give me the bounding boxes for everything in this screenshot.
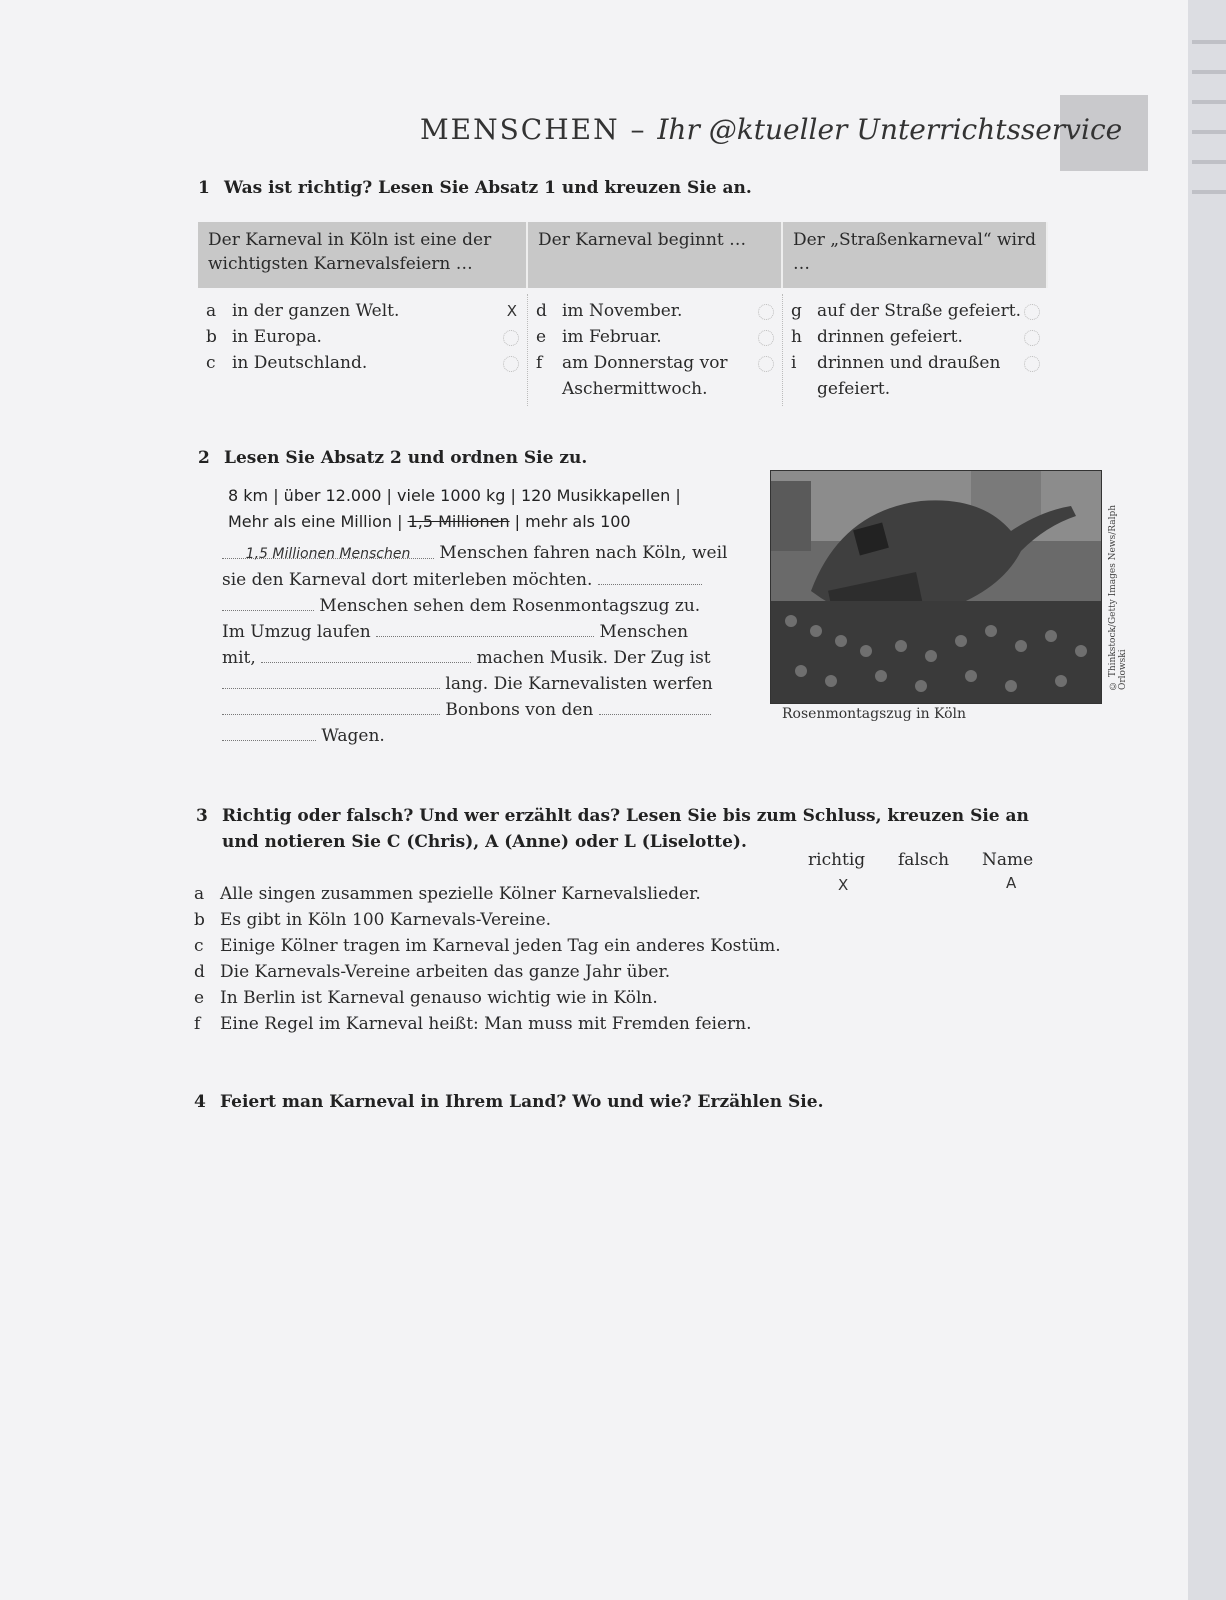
blank-field[interactable] — [222, 696, 440, 715]
option-a[interactable]: a in der ganzen Welt. X — [206, 298, 519, 324]
task1-instruction: Was ist richtig? Lesen Sie Absatz 1 und kreuzen Sie an. — [224, 178, 752, 198]
page-edge-line — [1192, 190, 1226, 194]
header-brand: MENSCHEN – — [420, 113, 658, 146]
checkbox-circle[interactable] — [503, 356, 519, 372]
word-bank-line: 8 km | über 12.000 | viele 1000 kg | 120 Musikkapellen | — [228, 486, 681, 505]
col2-header: Der Karneval beginnt … — [528, 222, 783, 288]
col3-header: Der „Straßenkarneval“ wird … — [783, 222, 1048, 288]
word-bank — [228, 483, 681, 535]
task4-number: 4 — [194, 1092, 206, 1112]
task1-table — [198, 222, 1048, 406]
checkbox-circle[interactable] — [1024, 356, 1040, 372]
task1-table-body — [198, 288, 1048, 406]
statement-f: f Eine Regel im Karneval heißt: Man muss mit Fremden feiern. — [194, 1014, 752, 1034]
task3-instruction-line2: und notieren Sie C (Chris), A (Anne) oder L (Liselotte). — [222, 832, 747, 852]
col1-options — [198, 294, 528, 406]
task3-number: 3 — [196, 806, 208, 826]
parade-photo — [770, 470, 1102, 704]
option-i[interactable]: i drinnen und draußen gefeiert. — [791, 350, 1040, 402]
blank-field[interactable] — [261, 644, 471, 663]
header-subtitle: Ihr @ktueller Unterrichtsservice — [657, 113, 1123, 146]
option-h[interactable]: h drinnen gefeiert. — [791, 324, 1040, 350]
statement-c: c Einige Kölner tragen im Karneval jeden Tag ein anderes Kostüm. — [194, 936, 781, 956]
task1-number: 1 — [198, 178, 210, 198]
blank-field[interactable] — [222, 670, 440, 689]
blank-field[interactable] — [376, 618, 594, 637]
task2-instruction: Lesen Sie Absatz 2 und ordnen Sie zu. — [224, 448, 588, 468]
word-bank-line: Mehr als eine Million | 1,5 Millionen | mehr als 100 — [228, 512, 631, 531]
task3-title — [196, 803, 1029, 855]
page-header — [420, 113, 1122, 146]
checkbox-circle[interactable] — [758, 356, 774, 372]
blank-field[interactable] — [222, 540, 434, 562]
blank-field[interactable] — [222, 592, 314, 611]
option-g[interactable]: g auf der Straße gefeiert. — [791, 298, 1040, 324]
checkbox-circle[interactable] — [1024, 330, 1040, 346]
check-mark: X — [506, 302, 517, 320]
blank-field[interactable] — [598, 566, 702, 585]
statement-e: e In Berlin ist Karneval genauso wichtig wie in Köln. — [194, 988, 658, 1008]
name-column-header: Name — [982, 850, 1034, 870]
blank-field[interactable] — [222, 722, 316, 741]
richtig-mark-a[interactable]: X — [838, 876, 849, 894]
option-f[interactable]: f am Donnerstag vor Aschermittwoch. — [536, 350, 774, 402]
page-edge-line — [1192, 100, 1226, 104]
task2-title — [198, 448, 587, 468]
option-e[interactable]: e im Februar. — [536, 324, 774, 350]
option-c[interactable]: c in Deutschland. — [206, 350, 519, 376]
checkbox-circle[interactable] — [503, 330, 519, 346]
statement-a: a Alle singen zusammen spezielle Kölner Karnevalslieder. — [194, 884, 701, 904]
photo-caption: Rosenmontagszug in Köln — [782, 706, 967, 722]
task1-table-header — [198, 222, 1048, 288]
col2-options — [528, 294, 783, 406]
col3-options — [783, 294, 1048, 406]
checkbox-circle[interactable] — [758, 330, 774, 346]
checkbox-circle[interactable] — [1024, 304, 1040, 320]
option-d[interactable]: d im November. — [536, 298, 774, 324]
statement-d: d Die Karnevals-Vereine arbeiten das ganze Jahr über. — [194, 962, 671, 982]
statement-b: b Es gibt in Köln 100 Karnevals-Vereine. — [194, 910, 552, 930]
page-edge-line — [1192, 40, 1226, 44]
task4-title — [194, 1092, 824, 1112]
cloze-text: 1,5 Millionen Menschen Menschen fahren nach Köln, weil sie den Karneval dort miterleben möchten. Menschen sehen dem Rosenmontagszug zu. Im Umzug laufen Menschen mit, machen Musik. Der Zug ist lang. Die Karnevalisten werfen Bonbons von den Wagen. — [222, 540, 752, 748]
handwritten-answer: 1,5 Millionen Menschen — [245, 546, 411, 562]
photo-credit: © Thinkstock/Getty Images News/Ralph Orlowski — [1108, 504, 1128, 690]
page-stack-edge — [1188, 0, 1226, 1600]
task4-instruction: Feiert man Karneval in Ihrem Land? Wo und wie? Erzählen Sie. — [220, 1092, 824, 1112]
page-edge-line — [1192, 70, 1226, 74]
struck-word: 1,5 Millionen — [407, 512, 510, 531]
col1-header: Der Karneval in Köln ist eine der wichtigsten Karnevalsfeiern … — [198, 222, 528, 288]
task1-title — [198, 178, 752, 198]
parade-photo-image — [771, 471, 1101, 703]
richtig-column-header: richtig — [808, 850, 866, 870]
task2-number: 2 — [198, 448, 210, 468]
option-b[interactable]: b in Europa. — [206, 324, 519, 350]
task3-instruction: Richtig oder falsch? Und wer erzählt das? Lesen Sie bis zum Schluss, kreuzen Sie an — [222, 806, 1029, 826]
name-mark-a[interactable]: A — [1006, 874, 1017, 892]
checkbox-circle[interactable] — [758, 304, 774, 320]
page-edge-line — [1192, 160, 1226, 164]
page-edge-line — [1192, 130, 1226, 134]
blank-field[interactable] — [599, 696, 711, 715]
falsch-column-header: falsch — [898, 850, 950, 870]
